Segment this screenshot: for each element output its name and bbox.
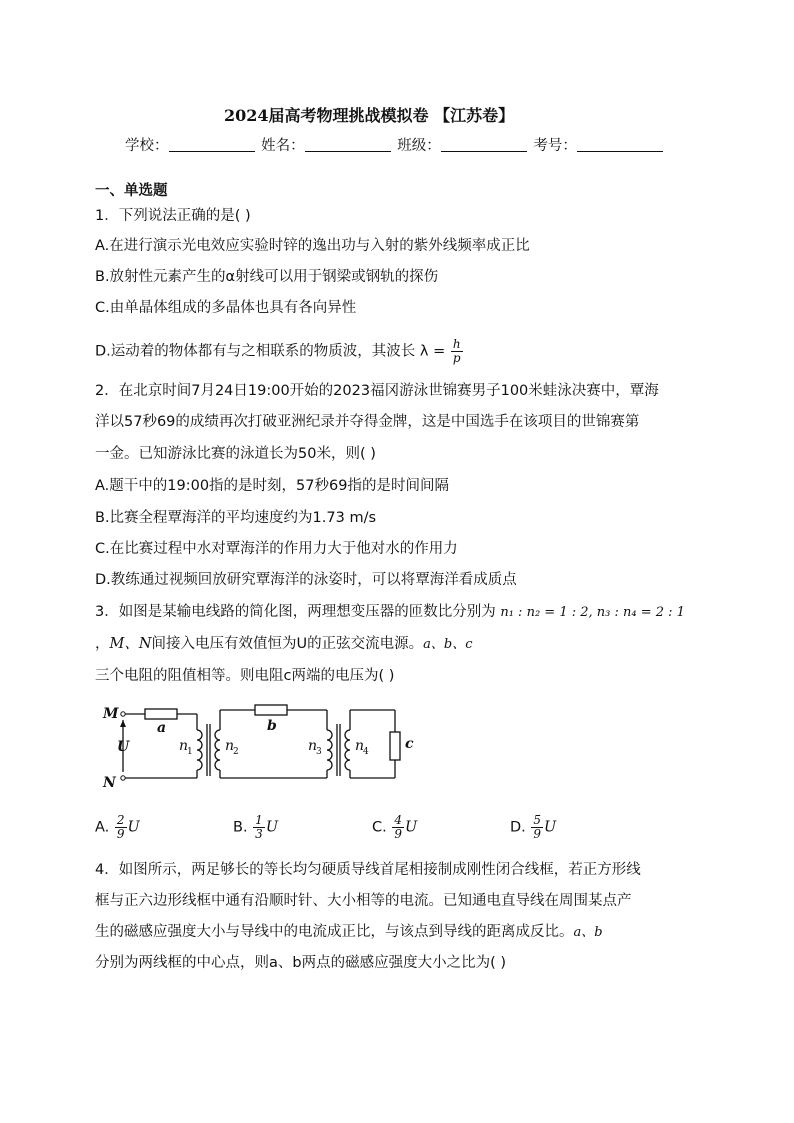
turns-ratio: n₁ : n₂ = 1 : 2, n₃ : n₄ = 2 : 1 bbox=[500, 605, 685, 620]
coil-n2-label: n bbox=[225, 738, 235, 754]
q4-stem-line2: 框与正六边形线框中通有沿顺时针、大小相等的电流。已知通电直导线在周围某点产 bbox=[95, 893, 632, 909]
student-info-row bbox=[125, 136, 665, 156]
fraction-numerator: 5 bbox=[533, 813, 542, 827]
fraction-denominator: 3 bbox=[255, 827, 263, 841]
resistor-b bbox=[255, 705, 287, 715]
option-fraction bbox=[392, 814, 404, 841]
option-fraction bbox=[531, 814, 543, 841]
wavelength-fraction bbox=[451, 338, 463, 365]
q2-option-d: D.教练通过视频回放研究覃海洋的泳姿时，可以将覃海洋看成质点 bbox=[95, 572, 517, 588]
fraction-numerator: 1 bbox=[255, 813, 263, 827]
option-variable: U bbox=[544, 819, 557, 836]
q1-option-b: B.放射性元素产生的α射线可以用于钢梁或钢轨的探伤 bbox=[95, 269, 439, 285]
q3-mn: M、N bbox=[109, 636, 152, 652]
resistor-a bbox=[145, 709, 177, 719]
coil-n3-subscript: 3 bbox=[316, 747, 322, 757]
class-blank bbox=[441, 137, 527, 152]
q4-stem-line3 bbox=[95, 922, 603, 943]
q1-option-d bbox=[95, 338, 464, 365]
q4-stem-text: 生的磁感应强度大小与导线中的电流成正比，与该点到导线的距离成反比。 bbox=[95, 924, 574, 940]
coil-n4-subscript: 4 bbox=[363, 747, 369, 757]
coil-n2 bbox=[215, 730, 220, 770]
page-title: 2024届高考物理挑战模拟卷 【江苏卷】 bbox=[224, 106, 515, 125]
coil-n1 bbox=[197, 730, 202, 770]
resistor-b-label: b bbox=[267, 718, 277, 734]
q2-option-b: B.比赛全程覃海洋的平均速度约为1.73 m/s bbox=[95, 510, 377, 526]
q3-abc: a、b、c bbox=[423, 637, 473, 652]
coil-n2-subscript: 2 bbox=[233, 747, 239, 757]
q1-option-c: C.由单晶体组成的多晶体也具有各向异性 bbox=[95, 300, 357, 316]
q3-option-b bbox=[233, 814, 278, 841]
option-variable: U bbox=[265, 819, 279, 836]
q2-option-c: C.在比赛过程中水对覃海洋的作用力大于他对水的作用力 bbox=[95, 541, 458, 557]
q1-option-d-text: D.运动着的物体都有与之相联系的物质波，其波长 λ = bbox=[95, 343, 450, 360]
option-fraction bbox=[253, 814, 265, 841]
resistor-c-label: c bbox=[405, 736, 414, 752]
q3-option-c bbox=[372, 814, 417, 841]
fraction-denominator: p bbox=[452, 351, 461, 365]
coil-n1-label: n bbox=[179, 738, 189, 754]
voltage-u-label: U bbox=[117, 739, 130, 755]
q2-stem-line1: 2．在北京时间7月24日19:00开始的2023福冈游泳世锦赛男子100米蛙泳决赛中，覃海 bbox=[95, 383, 659, 399]
exam-number-label: 考号： bbox=[533, 138, 577, 154]
school-label: 学校： bbox=[125, 138, 169, 154]
name-blank bbox=[305, 137, 391, 152]
exam-number-blank bbox=[577, 137, 663, 152]
fraction-denominator: 9 bbox=[116, 827, 125, 841]
q3-stem-line3: 三个电阻的阻值相等。则电阻c两端的电压为( ) bbox=[95, 668, 395, 684]
option-label: A. bbox=[95, 819, 110, 836]
option-label: B. bbox=[233, 819, 248, 836]
q2-stem-line3: 一金。已知游泳比赛的泳道长为50米，则( ) bbox=[95, 446, 376, 462]
section-heading: 一、单选题 bbox=[95, 183, 168, 199]
q2-stem-line2: 洋以57秒69的成绩再次打破亚洲纪录并夺得金牌，这是中国选手在该项目的世锦赛第 bbox=[95, 414, 640, 430]
option-variable: U bbox=[404, 819, 418, 836]
q1-stem: 1．下列说法正确的是( ) bbox=[95, 208, 251, 224]
q3-stem-text2: 间接入电压有效值恒为U的正弦交流电源。 bbox=[151, 636, 424, 652]
coil-n3 bbox=[327, 730, 332, 770]
q3-stem-text: 3．如图是某输电线路的简化图，两理想变压器的匝数比分别为 bbox=[95, 604, 496, 620]
q2-option-a: A.题干中的19:00指的是时刻，57秒69指的是时间间隔 bbox=[95, 478, 449, 494]
option-label: C. bbox=[372, 819, 387, 836]
q4-ab: a、b bbox=[573, 925, 603, 940]
q3-comma: ， bbox=[95, 636, 110, 652]
q3-stem-line1 bbox=[95, 602, 685, 623]
transformer-circuit-diagram bbox=[95, 700, 425, 800]
coil-n3-label: n bbox=[308, 738, 318, 754]
coil-n4 bbox=[345, 730, 350, 770]
option-label: D. bbox=[510, 819, 526, 836]
fraction-numerator: 2 bbox=[116, 813, 125, 827]
q3-option-a bbox=[95, 814, 140, 841]
option-fraction bbox=[115, 814, 127, 841]
school-blank bbox=[169, 137, 255, 152]
fraction-numerator: 4 bbox=[394, 813, 402, 827]
fraction-numerator: h bbox=[452, 337, 461, 351]
q3-stem-line2 bbox=[95, 634, 473, 655]
fraction-denominator: 9 bbox=[394, 827, 402, 841]
terminal-n-label: N bbox=[103, 775, 116, 791]
resistor-c bbox=[390, 732, 400, 760]
q3-option-d bbox=[510, 814, 556, 841]
coil-n4-label: n bbox=[355, 738, 365, 754]
q4-stem-line1: 4．如图所示，两足够长的等长均匀硬质导线首尾相接制成刚性闭合线框，若正方形线 bbox=[95, 862, 641, 878]
coil-n1-subscript: 1 bbox=[187, 747, 193, 757]
option-variable: U bbox=[127, 819, 140, 836]
q1-option-a: A.在进行演示光电效应实验时锌的逸出功与入射的紫外线频率成正比 bbox=[95, 238, 530, 254]
resistor-a-label: a bbox=[157, 720, 167, 736]
name-label: 姓名： bbox=[261, 138, 305, 154]
fraction-denominator: 9 bbox=[533, 827, 542, 841]
q4-stem-line4: 分别为两线框的中心点，则a、b两点的磁感应强度大小之比为( ) bbox=[95, 955, 507, 971]
terminal-m-label: M bbox=[103, 706, 119, 722]
class-label: 班级： bbox=[397, 138, 441, 154]
